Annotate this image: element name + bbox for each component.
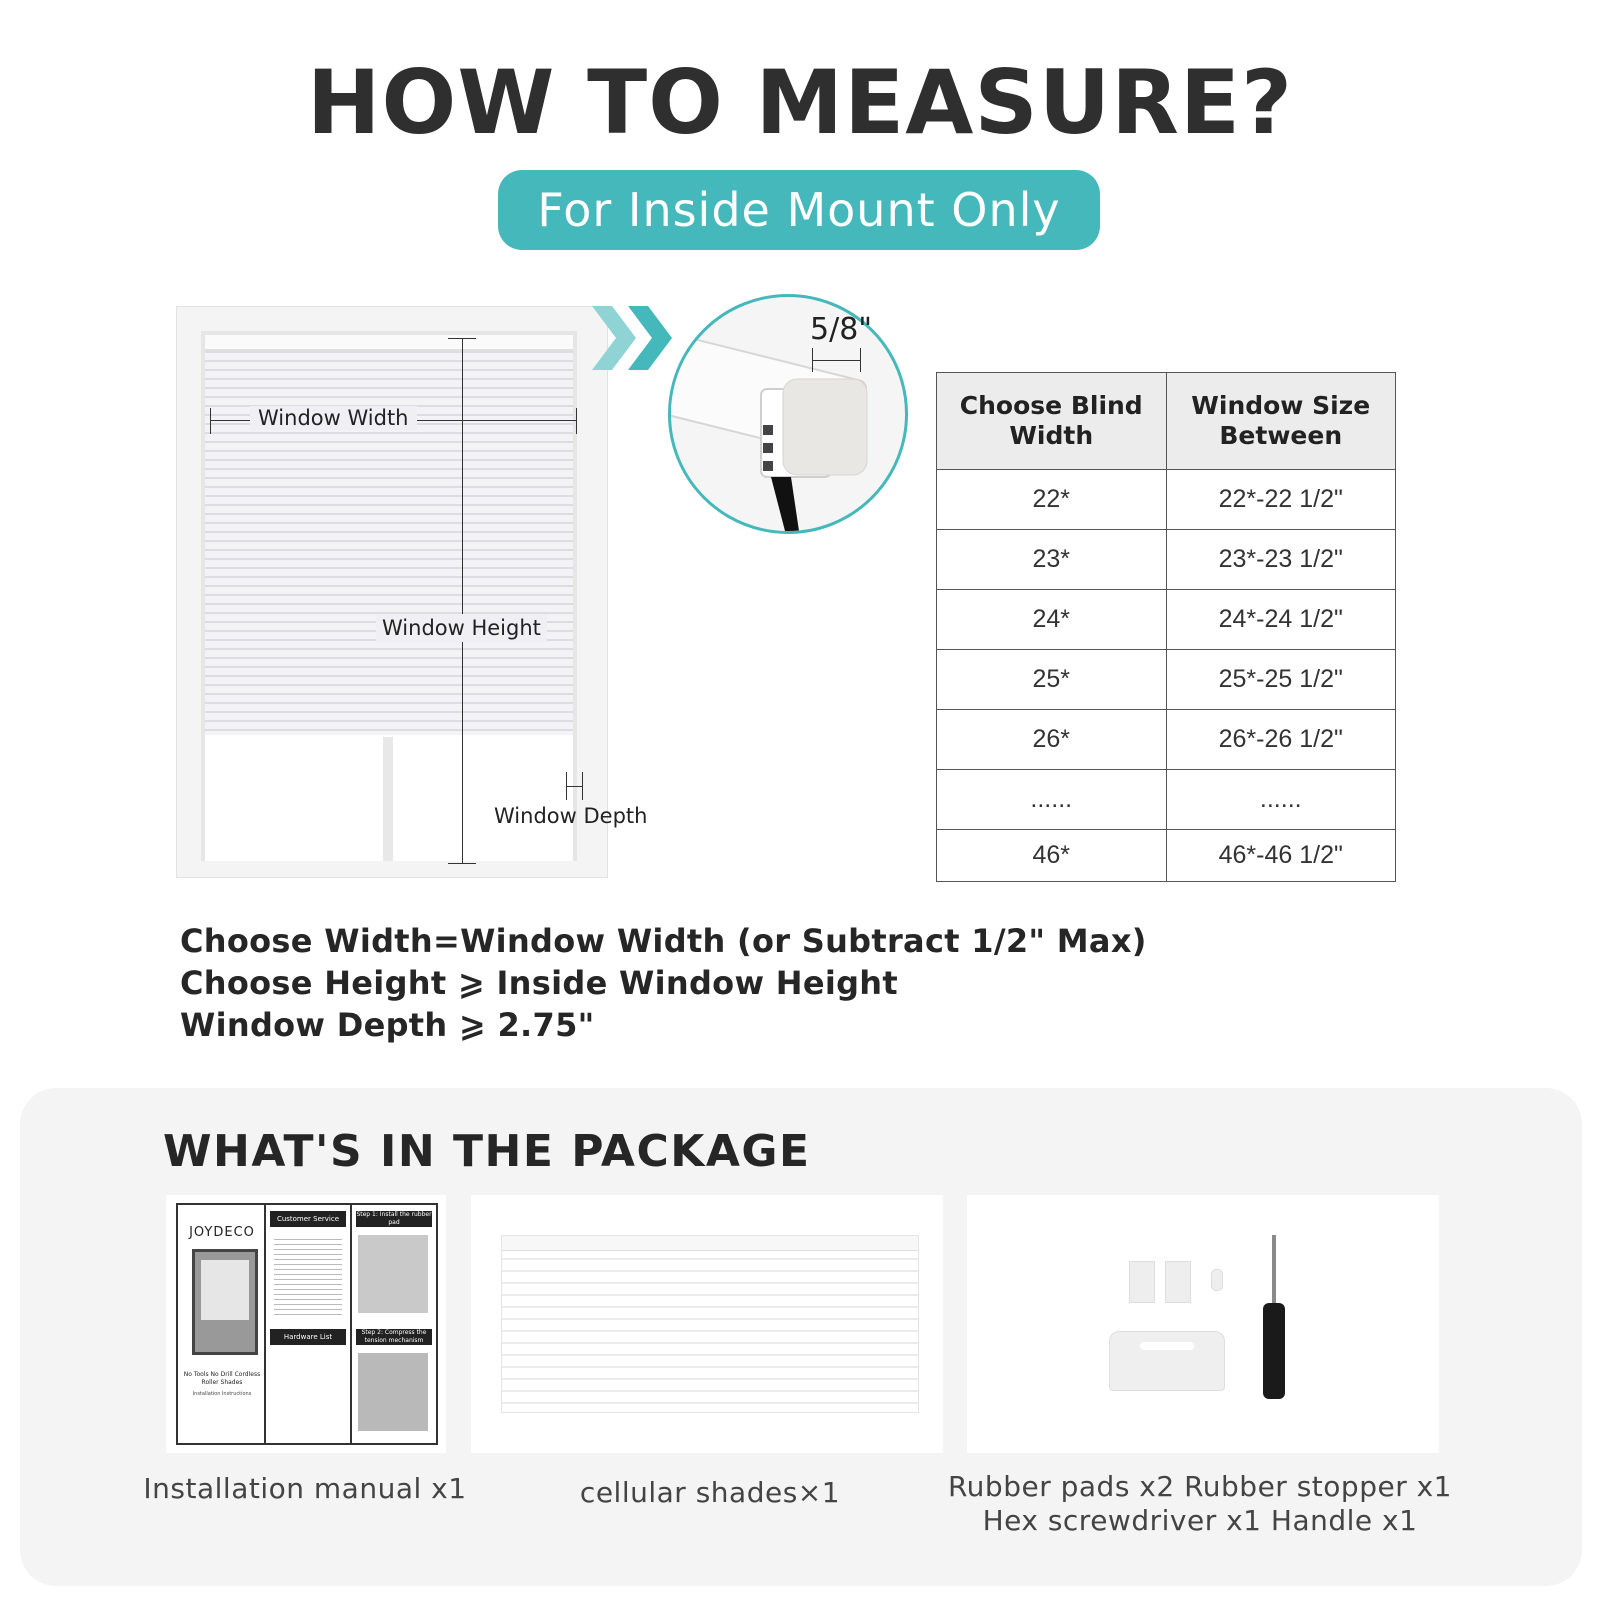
window-size-cell: 25*-25 1/2" [1166, 650, 1396, 710]
table-row [937, 530, 1396, 590]
table-row [937, 710, 1396, 770]
depth-measure-tick-left [566, 772, 567, 800]
manual-fold-1 [264, 1205, 266, 1443]
depth-measure-line [566, 786, 582, 787]
cellular-shade [205, 335, 573, 735]
detail-dimension-tick-right [860, 348, 861, 372]
page-title: HOW TO MEASURE? [306, 51, 1294, 154]
rule-depth: Window Depth ⩾ 2.75" [180, 1006, 595, 1044]
table-row [937, 650, 1396, 710]
window-height-label: Window Height [376, 614, 547, 642]
rule-height: Choose Height ⩾ Inside Window Height [180, 964, 898, 1002]
manual-section-heading: Step 1: Install the rubber pad [356, 1211, 432, 1226]
handle-icon [1109, 1331, 1225, 1391]
hex-screwdriver-icon [1263, 1303, 1285, 1399]
package-title: WHAT'S IN THE PACKAGE [163, 1126, 811, 1177]
manual-section-heading: Hardware List [270, 1329, 346, 1345]
width-measure-tick-left [210, 408, 211, 434]
shades-card [471, 1195, 943, 1453]
width-measure-tick-right [576, 408, 577, 434]
window-size-cell: 23*-23 1/2" [1166, 530, 1396, 590]
hardware-caption-line2: Hex screwdriver x1 Handle x1 [982, 1504, 1418, 1537]
chevron-right-icon [592, 306, 682, 370]
window-mullion [383, 737, 393, 861]
manual-card [166, 1195, 446, 1453]
height-measure-tick-bottom [448, 863, 476, 864]
manual-brand-logo: JOYDECO [189, 1225, 255, 1240]
detail-dimension-label: 5/8" [810, 312, 873, 347]
manual-cover-sub: Installation Instructions [192, 1391, 252, 1397]
height-measure-line [462, 338, 463, 863]
rubber-pad-icon [1129, 1261, 1155, 1303]
window-size-cell: ...... [1166, 770, 1396, 830]
screwdriver-shaft [1272, 1235, 1276, 1305]
mount-type-badge: For Inside Mount Only [498, 170, 1100, 250]
column-header-window-size: Window Size Between [1166, 373, 1396, 470]
rubber-stopper-icon [1211, 1269, 1223, 1291]
size-table [936, 372, 1396, 882]
table-row [937, 770, 1396, 830]
manual-caption: Installation manual x1 [143, 1472, 467, 1505]
blind-width-cell: 46* [937, 830, 1167, 882]
cellular-shades-image [501, 1235, 919, 1413]
blind-width-cell: 26* [937, 710, 1167, 770]
hardware-caption-line1: Rubber pads x2 Rubber stopper x1 [947, 1470, 1452, 1503]
window-size-cell: 46*-46 1/2" [1166, 830, 1396, 882]
window-depth-label: Window Depth [494, 804, 648, 828]
detail-dimension-line [812, 360, 860, 361]
table-row [937, 830, 1396, 882]
depth-measure-tick-right [582, 772, 583, 800]
window-size-cell: 24*-24 1/2" [1166, 590, 1396, 650]
blind-width-cell: 22* [937, 470, 1167, 530]
hardware-card [967, 1195, 1439, 1453]
manual-section-heading: Step 2: Compress the tension mechanism [356, 1329, 432, 1345]
manual-step-photo [358, 1353, 428, 1431]
manual-body-text [274, 1235, 342, 1315]
blind-width-cell: 25* [937, 650, 1167, 710]
window-size-cell: 26*-26 1/2" [1166, 710, 1396, 770]
rubber-pad-icon [1165, 1261, 1191, 1303]
blind-width-cell: ...... [937, 770, 1167, 830]
manual-fold-2 [350, 1205, 352, 1443]
column-header-blind-width: Choose Blind Width [937, 373, 1167, 470]
table-header-row [937, 373, 1396, 470]
handle-slot [1140, 1342, 1194, 1350]
manual-cover-caption: No Tools No Drill Cordless Roller Shades [183, 1371, 261, 1386]
manual-section-heading: Customer Service [270, 1211, 346, 1227]
manual-cover-photo [192, 1249, 258, 1355]
manual-cover-shade [201, 1260, 249, 1320]
table-row [937, 470, 1396, 530]
table-row [937, 590, 1396, 650]
window-illustration [176, 306, 608, 878]
window-width-label: Window Width [250, 406, 417, 430]
shades-caption: cellular shades×1 [579, 1476, 841, 1509]
shades-headrail [502, 1236, 918, 1251]
height-measure-tick-top [448, 338, 476, 339]
shade-headrail [205, 335, 573, 351]
manual-step-photo [358, 1235, 428, 1313]
window-size-cell: 22*-22 1/2" [1166, 470, 1396, 530]
measurement-rules [180, 920, 1147, 1046]
blind-width-cell: 24* [937, 590, 1167, 650]
rule-width: Choose Width=Window Width (or Subtract 1/2" Max) [180, 922, 1147, 960]
blind-width-cell: 23* [937, 530, 1167, 590]
detail-dimension-tick-left [812, 348, 813, 372]
hardware-caption [940, 1470, 1460, 1538]
installation-manual-image [176, 1203, 438, 1445]
